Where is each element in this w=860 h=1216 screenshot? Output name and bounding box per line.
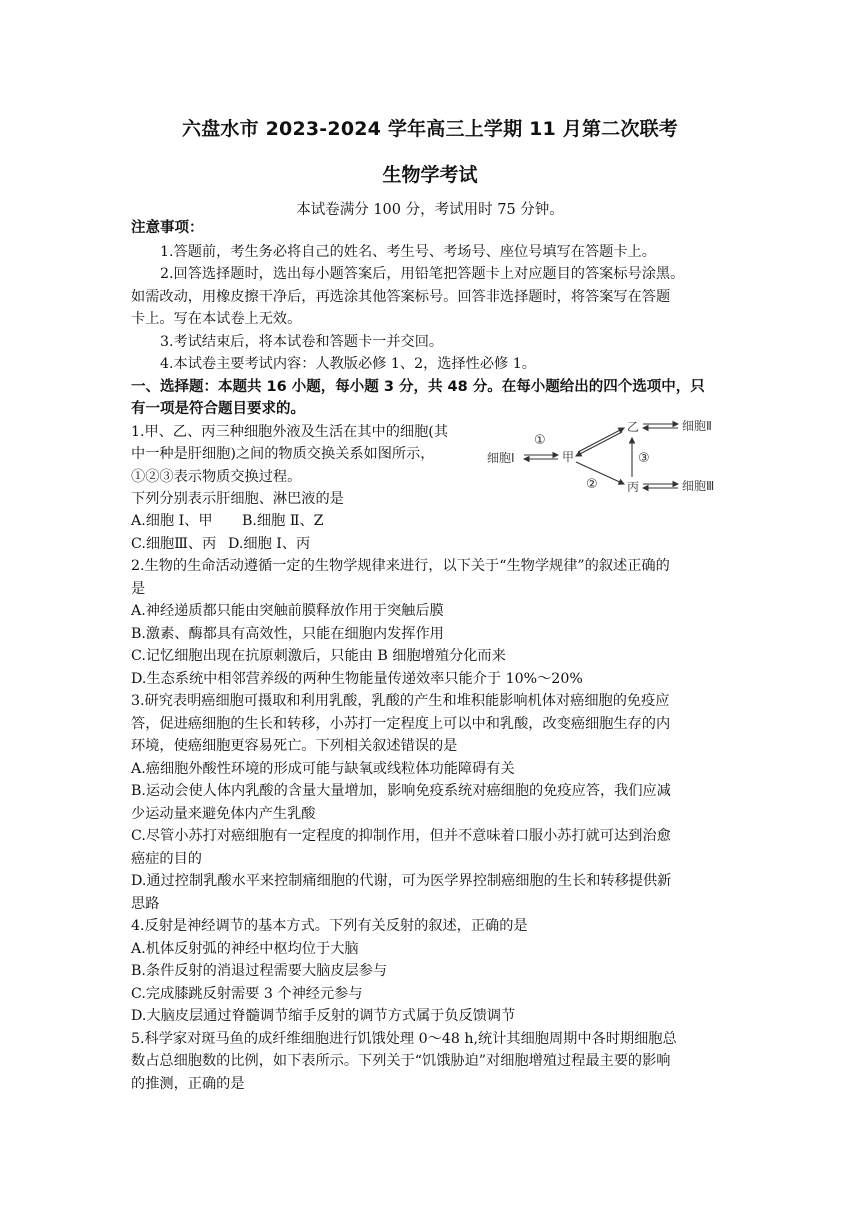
notice-line: 3.考试结束后，将本试卷和答题卡一并交回。 [160,334,444,350]
question-text: 5.科学家对斑马鱼的成纤维细胞进行饥饿处理 0～48 h,统计其细胞周期中各时期细胞总 [131,1031,677,1047]
question-text: 数占总细胞数的比例，如下表所示。下列关于“饥饿胁迫”对细胞增殖过程最主要的影响 [131,1053,671,1069]
notice-line: 1.答题前，考生务必将自己的姓名、考生号、考场号、座位号填写在答题卡上。 [160,244,656,260]
option: C.尽管小苏打对癌细胞有一定程度的抑制作用，但并不意味着口服小苏打就可达到治愈 [131,828,671,844]
cell-1-label: 细胞Ⅰ [487,451,515,465]
exam-info: 本试卷满分 100 分，考试用时 75 分钟。 [296,202,564,218]
exam-subject: 生物学考试 [382,164,478,186]
option: A.癌细胞外酸性环境的形成可能与缺氧或线粒体功能障碍有关 [131,761,515,777]
fluid-exchange-diagram [486,414,736,506]
yi-label: 乙 [627,420,640,434]
question-text: 2.生物的生命活动遵循一定的生物学规律来进行，以下关于“生物学规律”的叙述正确的 [131,558,670,574]
question-text: 是 [131,581,146,597]
question-text: 1.甲、乙、丙三种细胞外液及生活在其中的细胞(其 [131,424,449,440]
exam-title: 六盘水市 2023-2024 学年高三上学期 11 月第二次联考 [182,118,678,140]
question-text: 答，促进癌细胞的生长和转移，小苏打一定程度上可以中和乳酸，改变癌细胞生存的内 [131,716,671,732]
option: B.细胞 Ⅱ、Z [242,513,324,529]
option: 少运动量来避免体内产生乳酸 [131,806,316,822]
process-1-label: ① [534,433,546,448]
option: A.机体反射弧的神经中枢均位于大脑 [131,941,359,957]
notice-line: 4.本试卷主要考试内容：人教版必修 1、2，选择性必修 1。 [160,356,536,372]
arrow-jia-to-yi [578,428,624,452]
option: D.通过控制乳酸水平来控制痛细胞的代谢，可为医学界控制癌细胞的生长和转移提供新 [131,873,672,889]
section-heading: 有一项是符合题目要求的。 [131,401,305,417]
jia-label: 甲 [562,450,575,464]
question-text: 3.研究表明癌细胞可摄取和利用乳酸，乳酸的产生和堆积能影响机体对癌细胞的免疫应 [131,693,670,709]
section-heading: 一、选择题：本题共 16 小题，每小题 3 分，共 48 分。在每小题给出的四个选项中，只 [131,379,705,395]
question-text: 下列分别表示肝细胞、淋巴液的是 [131,491,344,507]
cell-2-label: 细胞Ⅱ [682,419,712,433]
option: C.细胞Ⅲ、丙 [131,536,217,552]
cell-3-label: 细胞Ⅲ [682,479,715,493]
option: C.记忆细胞出现在抗原刺激后，只能由 B 细胞增殖分化而来 [131,648,506,664]
option: B.激素、酶都具有高效性，只能在细胞内发挥作用 [131,626,444,642]
notice-heading: 注意事项： [131,220,204,236]
option: A.神经递质都只能由突触前膜释放作用于突触后膜 [131,603,444,619]
option: D.大脑皮层通过脊髓调节缩手反射的调节方式属于负反馈调节 [131,1008,516,1024]
notice-line: 卡上。写在本试卷上无效。 [131,311,302,327]
question-text: ①②③表示物质交换过程。 [131,469,302,485]
process-2-label: ② [586,477,598,492]
question-text: 4.反射是神经调节的基本方式。下列有关反射的叙述，正确的是 [131,918,528,934]
option: D.生态系统中相邻营养级的两种生物能量传递效率只能介于 10%～20% [131,671,583,687]
arrow-jia-to-bing [576,462,624,484]
notice-line: 如需改动，用橡皮擦干净后，再选涂其他答案标号。回答非选择题时，将答案写在答题 [131,289,671,305]
process-3-label: ③ [638,451,650,466]
notice-line: 2.回答选择题时，选出每小题答案后，用铅笔把答题卡上对应题目的答案标号涂黑。 [160,266,685,282]
question-text: 环境，使癌细胞更容易死亡。下列相关叙述错误的是 [131,738,458,754]
option: B.运动会使人体内乳酸的含量大量增加，影响免疫系统对癌细胞的免疫应答，我们应减 [131,783,671,799]
arrow-yi-to-jia [576,432,622,456]
option: C.完成膝跳反射需要 3 个神经元参与 [131,986,363,1002]
bing-label: 丙 [627,480,640,494]
option: 癌症的目的 [131,851,202,867]
option: B.条件反射的消退过程需要大脑皮层参与 [131,963,388,979]
question-text: 中一种是肝细胞)之间的物质交换关系如图所示， [131,446,435,462]
option: D.细胞 I、丙 [228,536,311,552]
question-text: 的推测，正确的是 [131,1076,245,1092]
option: A.细胞 I、甲 [131,513,213,529]
option: 思路 [131,896,160,912]
